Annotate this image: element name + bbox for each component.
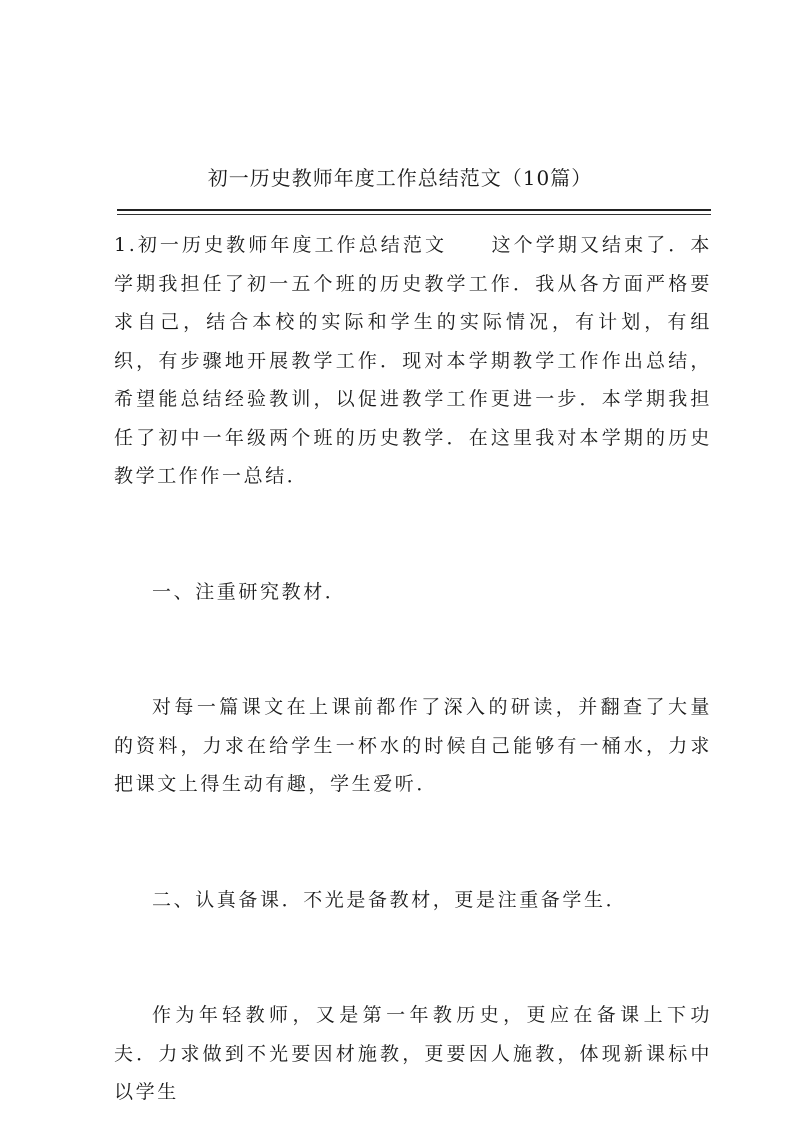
paragraph-gap [114, 919, 712, 996]
section2-heading: 二、认真备课．不光是备教材，更是注重备学生． [152, 888, 628, 911]
title-rule-thick [117, 209, 711, 211]
title-rule-thin [117, 214, 711, 215]
section1-heading: 一、注重研究教材． [152, 580, 347, 603]
paragraph-gap [114, 611, 712, 688]
paragraph-gap [114, 496, 712, 573]
document-body [114, 226, 712, 1112]
section1-paragraph: 对每一篇课文在上课前都作了深入的研读，并翻查了大量的资料，力求在给学生一杯水的时候自己能够有一桶水，力求把课文上得生动有趣，学生爱听． [114, 696, 712, 795]
document-title: 初一历史教师年度工作总结范文（10篇） [207, 166, 593, 190]
intro-text: 这个学期又结束了．本学期我担任了初一五个班的历史教学工作．我从各方面严格要求自己，结合本校的实际和学生的实际情况，有计划，有组织，有步骤地开展教学工作．现对本学期教学工作作出总结，希望能总结经验教训，以促进教学工作更进一步．本学期我担任了初中一年级两个班的历史教学．在这里我对本学期的历史教学工作作一总结． [114, 234, 712, 487]
section2-paragraph: 作为年轻教师，又是第一年教历史，更应在备课上下功夫．力求做到不光要因材施教，更要因人施教，体现新课标中以学生 [114, 1004, 712, 1103]
paragraph-gap [114, 804, 712, 881]
intro-heading: 1.初一历史教师年度工作总结范文 [114, 234, 448, 256]
intro-paragraph [114, 226, 712, 496]
